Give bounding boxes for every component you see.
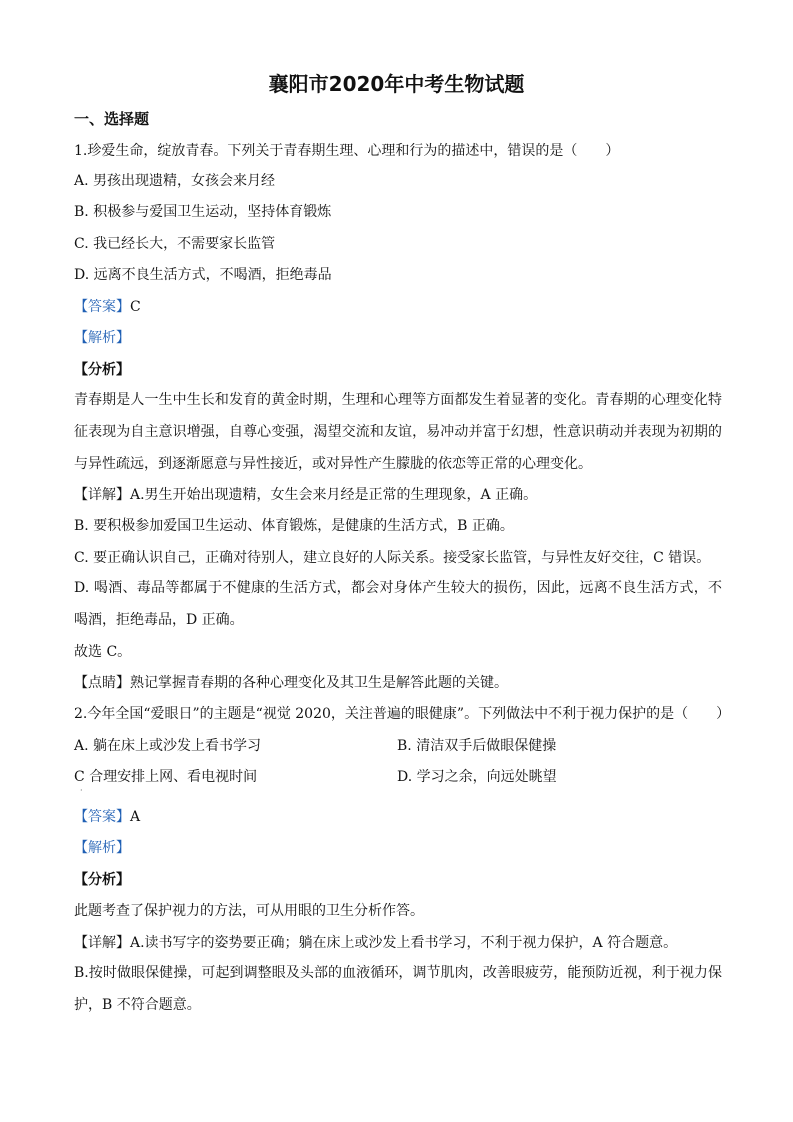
- q2-detail-b: B.按时做眼保健操，可起到调整眼及头部的血液循环，调节肌肉，改善眼疲劳，能预防近视，利于视力保护，B 不符合题意。: [74, 965, 722, 1013]
- q1-detail-b: B. 要积极参加爱国卫生运动、体育锻炼，是健康的生活方式，B 正确。: [74, 518, 514, 534]
- q1-fenxi-tag: 【分析】: [74, 362, 130, 378]
- q2-option-c: C 合理安排上网、看电视时间: [74, 769, 258, 785]
- question-1-stem: 1.珍爱生命，绽放青春。下列关于青春期生理、心理和行为的描述中，错误的是（ ）: [74, 143, 620, 159]
- answer-value: C: [130, 299, 141, 315]
- q2-option-a: A. 躺在床上或沙发上看书学习: [74, 738, 262, 754]
- q1-choose: 故选 C。: [74, 644, 132, 660]
- dianjing-tag: 【点睛】: [74, 675, 130, 691]
- q1-detail-a: [74, 486, 537, 504]
- q1-analysis-tag: 【解析】: [74, 330, 130, 346]
- q2-analysis-tag: 【解析】: [74, 840, 130, 856]
- answer-tag: 【答案】: [74, 809, 130, 825]
- q1-detail-d: D. 喝酒、毒品等都属于不健康的生活方式，都会对身体产生较大的损伤，因此，远离不良生活方式，不喝酒，拒绝毒品，D 正确。: [74, 580, 722, 628]
- q1-fenxi-paragraph: 青春期是人一生中生长和发育的黄金时期，生理和心理等方面都发生着显著的变化。青春期的心理变化特征表现为自主意识增强，自尊心变强，渴望交流和友谊，易冲动并富于幻想，性意识萌动并表现为初期的与异性疏远，到逐渐愿意与异性接近，或对异性产生朦胧的依恋等正常的心理变化。: [74, 392, 722, 472]
- question-2-stem: 2.今年全国“爱眼日”的主题是“视觉 2020，关注普遍的眼健康”。下列做法中不利于视力保护的是（ ）: [74, 706, 731, 722]
- answer-value: A: [130, 809, 141, 825]
- detail-a-text: A.男生开始出现遗精，女生会来月经是正常的生理现象，A 正确。: [130, 487, 538, 503]
- q1-detail-c: C. 要正确认识自己，正确对待别人，建立良好的人际关系。接受家长监管，与异性友好交往，C 错误。: [74, 550, 711, 566]
- q2-answer-line: [74, 808, 140, 826]
- q1-option-a: A. 男孩出现遗精，女孩会来月经: [74, 173, 276, 189]
- q1-option-c: C. 我已经长大，不需要家长监管: [74, 236, 276, 252]
- q2-detail-a: [74, 934, 677, 952]
- section-heading: 一、选择题: [74, 110, 150, 128]
- q1-answer-line: [74, 298, 141, 316]
- q1-option-b: B. 积极参与爱国卫生运动，坚持体育锻炼: [74, 204, 332, 220]
- detail-tag: 【详解】: [74, 935, 130, 951]
- q2-fenxi-tag: 【分析】: [74, 872, 130, 888]
- answer-tag: 【答案】: [74, 299, 130, 315]
- q2-option-b: B. 清洁双手后做眼保健操: [397, 738, 557, 754]
- dianjing-text: 熟记掌握青春期的各种心理变化及其卫生是解答此题的关键。: [130, 675, 508, 691]
- q2-fenxi: 此题考查了保护视力的方法，可从用眼的卫生分析作答。: [74, 903, 424, 919]
- page-title: 襄阳市2020年中考生物试题: [268, 72, 525, 96]
- q1-option-d: D. 远离不良生活方式，不喝酒，拒绝毒品: [74, 267, 332, 283]
- detail-tag: 【详解】: [74, 487, 130, 503]
- q2-option-d: D. 学习之余，向远处眺望: [397, 769, 557, 785]
- q1-dianjing: [74, 674, 508, 692]
- detail-a-text: A.读书写字的姿势要正确；躺在床上或沙发上看书学习，不利于视力保护，A 符合题意。: [130, 935, 678, 951]
- stray-mark: ·: [80, 786, 83, 795]
